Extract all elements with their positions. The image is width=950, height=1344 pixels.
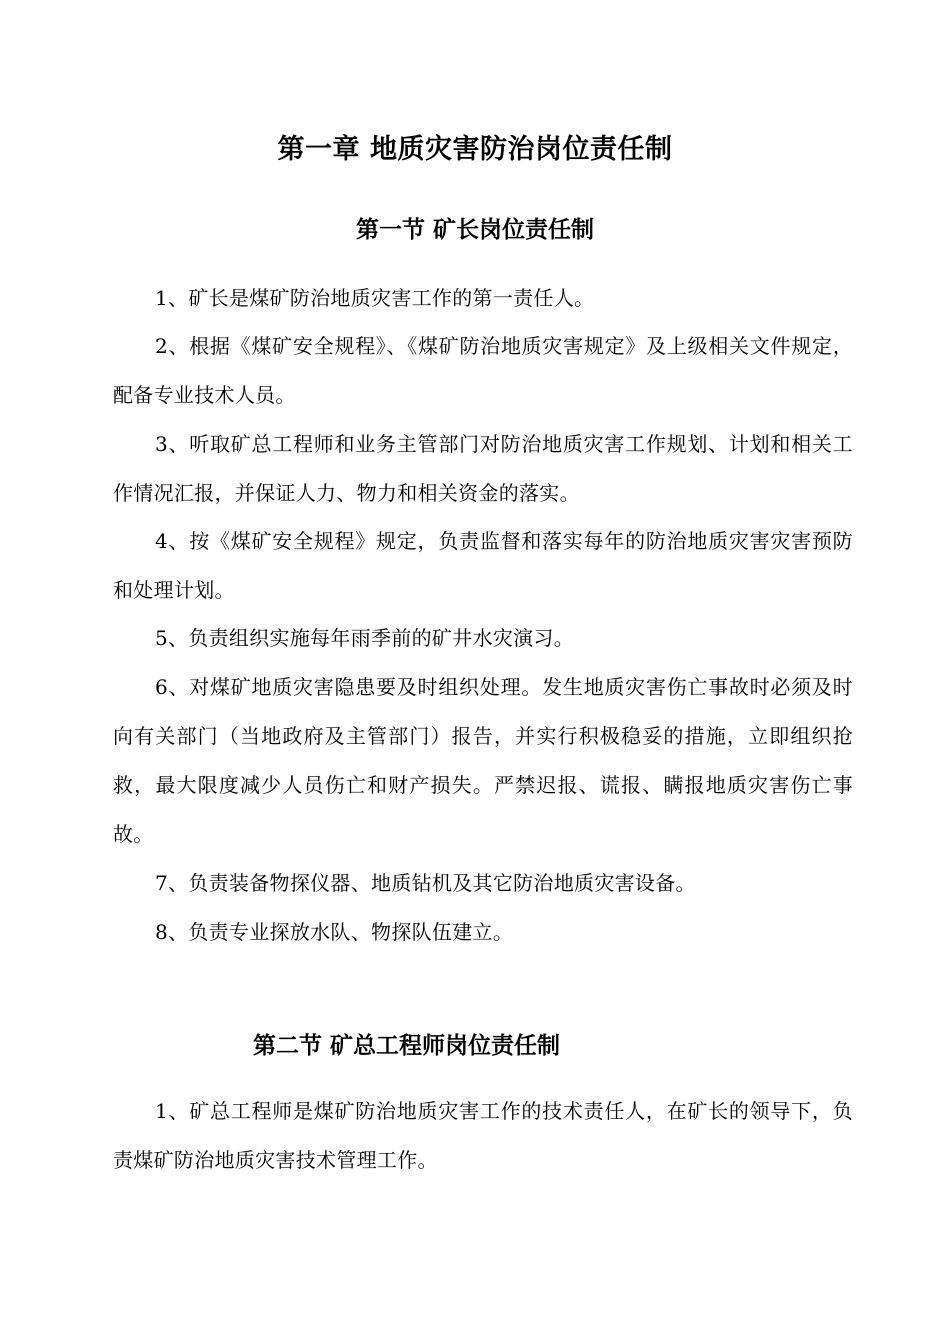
section2-item-1: 1、矿总工程师是煤矿防治地质灾害工作的技术责任人，在矿长的领导下，负责煤矿防治地质灾害技术管理工作。: [113, 1099, 853, 1172]
section-title-2: 第二节 矿总工程师岗位责任制: [253, 1032, 561, 1059]
section1-item-2: 2、根据《煤矿安全规程》、《煤矿防治地质灾害规定》及上级相关文件规定，配备专业技术人员。: [113, 334, 853, 407]
chapter-title: 第一章 地质灾害防治岗位责任制: [277, 134, 673, 165]
section1-item-5: 5、负责组织实施每年雨季前的矿井水灾演习。: [155, 626, 575, 650]
section1-item-4: 4、按《煤矿安全规程》规定，负责监督和落实每年的防治地质灾害灾害预防和处理计划。: [113, 529, 853, 602]
section1-item-6: 6、对煤矿地质灾害隐患要及时组织处理。发生地质灾害伤亡事故时必须及时向有关部门（当地政府及主管部门）报告，并实行积极稳妥的措施，立即组织抢救，最大限度减少人员伤亡和财产损失。严禁迟报、谎报、瞒报地质灾害伤亡事故。: [113, 675, 853, 846]
section1-item-3: 3、听取矿总工程师和业务主管部门对防治地质灾害工作规划、计划和相关工作情况汇报，并保证人力、物力和相关资金的落实。: [113, 432, 853, 505]
section1-item-8: 8、负责专业探放水队、物探队伍建立。: [155, 920, 514, 944]
section1-item-7: 7、负责装备物探仪器、地质钻机及其它防治地质灾害设备。: [155, 871, 696, 895]
section-title-1: 第一节 矿长岗位责任制: [355, 216, 594, 243]
section1-item-1: 1、矿长是煤矿防治地质灾害工作的第一责任人。: [155, 286, 595, 310]
